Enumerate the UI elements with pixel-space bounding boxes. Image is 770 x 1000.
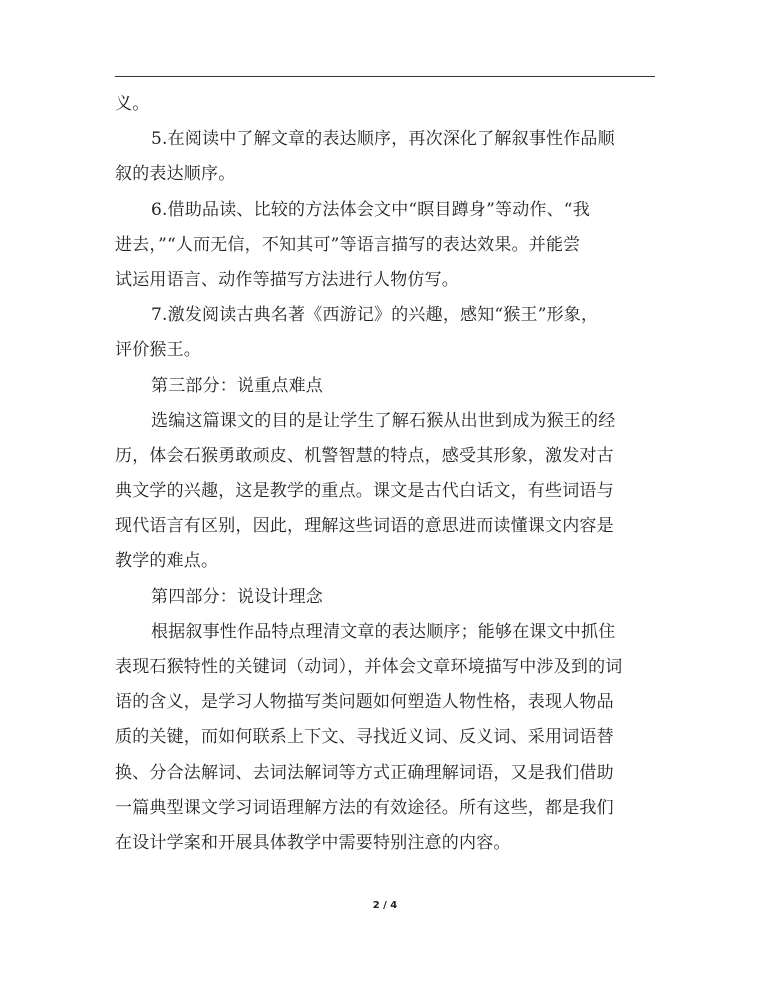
text-line: 表现石猴特性的关键词（动词），并体会文章环境描写中涉及到的词 <box>115 657 623 677</box>
text-line: 6.借助品读、比较的方法体会文中“瞑目蹲身”等动作、“我 <box>151 199 590 220</box>
text-line: 评价猴王。 <box>115 340 201 361</box>
text-line: 教学的难点。 <box>115 551 219 572</box>
header-rule <box>115 76 655 77</box>
text-line: 历，体会石猴勇敢顽皮、机警智慧的特点，感受其形象，激发对古 <box>115 445 614 466</box>
text-line: 第四部分：说设计理念 <box>151 586 323 607</box>
text-line: 典文学的兴趣，这是教学的重点。课文是古代白话文，有些词语与 <box>115 481 614 502</box>
text-line: 一篇典型课文学习词语理解方法的有效途径。所有这些，都是我们 <box>115 797 614 818</box>
text-line: 叙的表达顺序。 <box>115 164 236 185</box>
text-line: 质的关键，而如何联系上下文、寻找近义词、反义词、采用词语替 <box>115 727 614 748</box>
text-line: 语的含义，是学习人物描写类问题如何塑造人物性格，表现人物品 <box>115 692 614 713</box>
text-line: 根据叙事性作品特点理清文章的表达顺序；能够在课文中抓住 <box>151 621 616 642</box>
text-line: 进去，”“人而无信，不知其可”等语言描写的表达效果。并能尝 <box>115 234 581 255</box>
text-line: 第三部分：说重点难点 <box>151 375 323 396</box>
page-number: 2 / 4 <box>372 900 398 911</box>
text-line: 选编这篇课文的目的是让学生了解石猴从出世到成为猴王的经 <box>151 410 616 431</box>
text-line: 换、分合法解词、去词法解词等方式正确理解词语，又是我们借助 <box>115 762 614 783</box>
text-line: 现代语言有区别，因此，理解这些词语的意思进而读懂课文内容是 <box>115 516 614 537</box>
document-body <box>115 87 660 861</box>
text-line: 义。 <box>115 94 150 114</box>
text-line: 试运用语言、动作等描写方法进行人物仿写。 <box>115 269 459 290</box>
text-line: 5.在阅读中了解文章的表达顺序，再次深化了解叙事性作品顺 <box>151 129 615 150</box>
text-line: 在设计学案和开展具体教学中需要特别注意的内容。 <box>115 832 511 853</box>
text-line: 7.激发阅读古典名著《西游记》的兴趣，感知“猴王”形象， <box>151 305 599 326</box>
